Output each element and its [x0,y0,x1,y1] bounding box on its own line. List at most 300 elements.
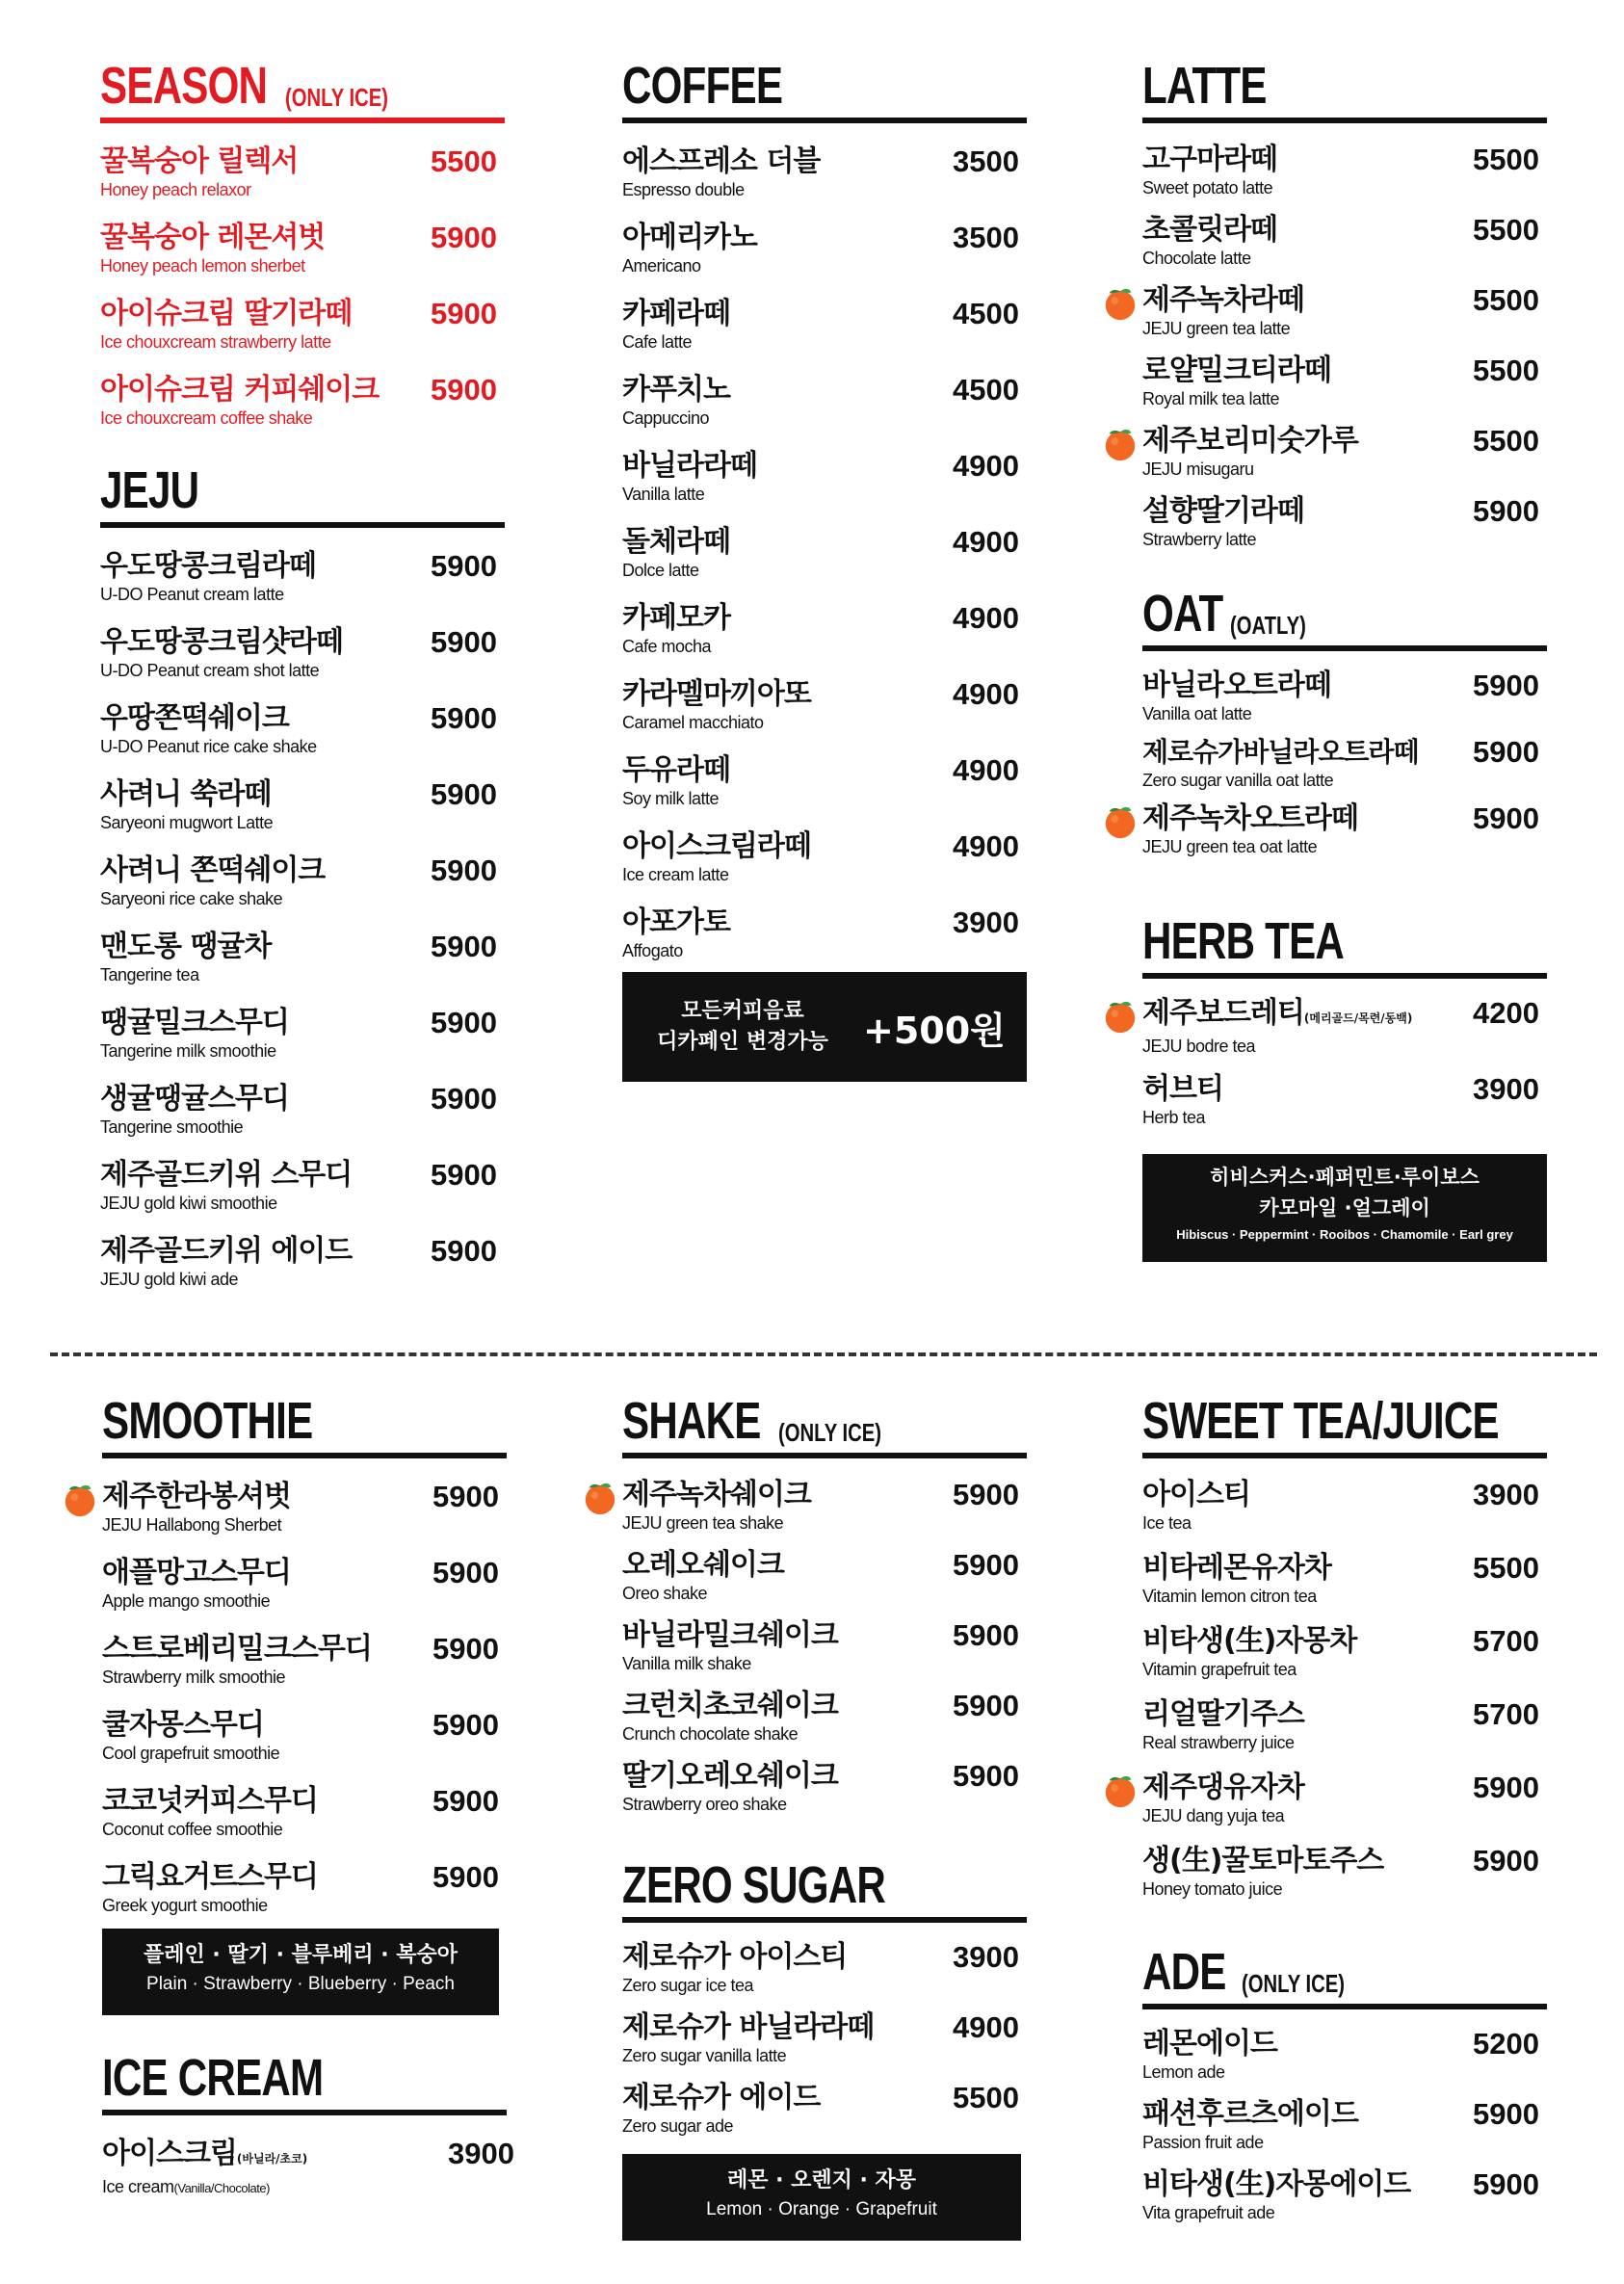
item-price: 4200 [1473,996,1539,1030]
item-price: 5900 [1473,801,1539,835]
item-name-en: JEJU green tea shake [622,1513,784,1533]
menu-item[interactable] [622,373,1027,449]
sweet-tea-section [1142,1392,1547,1917]
item-name-ko: 레몬에이드 [1142,2027,1277,2061]
oat-subtitle: (OATLY) [1229,611,1306,640]
item-name-en: Tangerine tea [100,965,199,984]
smoothie-header [102,1392,507,1458]
item-name-ko: 두유라떼 [622,753,730,787]
smoothie-section [102,1392,507,1994]
ade-header [1142,1943,1547,2009]
season-header [100,57,505,123]
oat-section [1142,585,1547,868]
herb-tea-header [1142,912,1547,979]
ade-options-line1: 레몬 · 오렌지 · 자몽 [726,2168,917,2192]
item-price: 5500 [953,2081,1019,2114]
item-name-ko: 비타생(生)자몽차 [1142,1624,1357,1658]
item-price: 5500 [1473,213,1539,247]
menu-item[interactable] [622,1478,1027,1548]
menu-item[interactable] [100,221,505,297]
item-name-ko: 비타생(生)자몽에이드 [1142,2167,1411,2201]
menu-item[interactable] [102,1784,507,1860]
item-name-ko: 아이슈크림 커피쉐이크 [100,373,380,407]
item-name-en: U-DO Peanut rice cake shake [100,737,317,756]
item-price: 5900 [431,1006,497,1039]
item-name-en: JEJU green tea oat latte [1142,837,1318,856]
menu-item[interactable] [102,1860,507,1936]
item-name-ko: 패션후르츠에이드 [1142,2097,1358,2131]
item-name-en: JEJU misugaru [1142,459,1254,479]
item-price: 5900 [431,549,497,583]
item-name-en: Vanilla latte [622,485,705,504]
item-name-ko-note: (바닐라/초코) [236,2152,308,2166]
item-price: 4500 [953,373,1019,407]
item-name-ko: 제주댕유자차 [1142,1771,1304,1804]
item-name-en: U-DO Peanut cream latte [100,585,284,604]
ade-options-line2: Lemon · Orange · Grapefruit [706,2199,937,2219]
item-price: 3900 [448,2137,514,2170]
item-price: 5900 [431,221,497,254]
item-price: 4900 [953,2010,1019,2044]
menu-item[interactable] [622,906,1027,982]
item-name-ko: 맨도롱 땡귤차 [100,930,272,963]
season-subtitle: (ONLY ICE) [285,83,389,112]
menu-item[interactable] [1142,669,1547,735]
jeju-title: JEJU [100,461,199,519]
item-name-ko: 스트로베리밀크스무디 [102,1632,372,1666]
item-price: 5700 [1473,1697,1539,1731]
item-name-ko: 우땅쫀떡쉐이크 [100,701,289,735]
item-price: 4900 [953,601,1019,635]
item-price: 5900 [953,1548,1019,1582]
item-price: 3500 [953,221,1019,254]
menu-item[interactable] [1142,1624,1547,1697]
menu-item[interactable] [100,853,505,930]
item-price: 5900 [1473,494,1539,528]
item-price: 5900 [431,625,497,659]
season-section [100,57,505,449]
item-name-en: JEJU green tea latte [1142,319,1291,338]
item-price: 5900 [953,1689,1019,1722]
item-name-en-text: Ice cream [102,2177,174,2196]
item-name-en: Cappuccino [622,408,710,428]
item-name-ko-text: 아이스크림 [102,2137,237,2170]
item-name-en: Oreo shake [622,1584,708,1603]
shake-title: SHAKE [622,1392,761,1450]
item-name-en: Chocolate latte [1142,249,1251,268]
item-name-en: U-DO Peanut cream shot latte [100,661,320,680]
latte-header [1142,57,1547,123]
item-name-ko: 제로슈가 에이드 [622,2081,821,2114]
menu-item[interactable] [100,625,505,701]
item-name-ko: 허브티 [1142,1072,1223,1106]
section-divider [50,1352,1597,1356]
item-name-en: Lemon ade [1142,2062,1225,2082]
item-name-ko: 꿀복숭아 릴렉서 [100,144,299,178]
menu-item[interactable] [622,297,1027,373]
menu-item[interactable] [1142,1844,1547,1917]
menu-item[interactable] [1142,1551,1547,1624]
item-price: 5900 [1473,1844,1539,1877]
menu-item[interactable] [622,144,1027,221]
item-name-en: Espresso double [622,180,745,199]
herb-options-line2: 카모마일 ·얼그레이 [1259,1196,1430,1220]
herb-tea-section [1142,912,1547,1242]
item-price: 5900 [431,1082,497,1116]
menu-item[interactable] [622,2081,1027,2151]
item-name-ko: 애플망고스무디 [102,1556,291,1589]
tangerine-icon [62,1482,98,1518]
menu-item[interactable] [622,1940,1027,2010]
item-name-en: Sweet potato latte [1142,178,1273,197]
menu-item[interactable] [102,2137,514,2213]
item-name-ko: 카페라떼 [622,297,730,330]
smoothie-options-line1: 플레인 · 딸기 · 블루베리 · 복숭아 [143,1943,458,1967]
menu-item[interactable] [622,677,1027,753]
item-name-ko: 우도땅콩크림라떼 [100,549,316,583]
menu-item[interactable] [1142,1478,1547,1551]
decaf-notice-price: +500원 [863,1009,1006,1052]
item-name-ko: 아포가토 [622,906,730,939]
item-price: 5900 [432,1632,499,1666]
item-name-en: Honey tomato juice [1142,1879,1283,1899]
menu-item[interactable] [622,221,1027,297]
item-name-en: Zero sugar vanilla latte [622,2046,787,2065]
menu-item[interactable] [102,1708,507,1784]
item-name-ko-note: (메리골드/목련/동백) [1303,1011,1413,1025]
tangerine-icon [1102,285,1139,322]
item-name-ko: 비타레몬유자차 [1142,1551,1331,1585]
coffee-title: COFFEE [622,57,783,115]
menu-item[interactable] [100,549,505,625]
menu-item[interactable] [622,449,1027,525]
item-price: 3900 [1473,1478,1539,1511]
item-name-en: Cool grapefruit smoothie [102,1744,280,1763]
ice-cream-section [102,2049,514,2213]
item-name-en: Zero sugar ade [622,2116,734,2136]
coffee-header [622,57,1027,123]
menu-item[interactable] [1142,1072,1547,1148]
item-name-en: Saryeoni rice cake shake [100,889,283,908]
item-price: 5500 [1473,143,1539,176]
menu-item[interactable] [1142,143,1547,213]
item-name-ko: 돌체라떼 [622,525,730,559]
item-name-ko-text: 제주보드레티 [1142,996,1304,1030]
item-name-en: Royal milk tea latte [1142,389,1280,408]
item-name-ko: 제주녹차쉐이크 [622,1478,811,1511]
item-name-en: Ice tea [1142,1513,1192,1533]
item-price: 5900 [953,1478,1019,1511]
item-name-en: Tangerine milk smoothie [100,1041,276,1061]
item-name-ko: 크런치초코쉐이크 [622,1689,838,1722]
item-name-en: Saryeoni mugwort Latte [100,813,274,832]
item-name-ko: 리얼딸기주스 [1142,1697,1304,1731]
item-name-ko: 제주보리미숫가루 [1142,424,1358,458]
oat-header [1142,585,1547,651]
item-name-en: Greek yogurt smoothie [102,1896,268,1915]
latte-title: LATTE [1142,57,1267,115]
item-name-en [102,2176,507,2199]
item-name-en: Real strawberry juice [1142,1733,1295,1752]
item-name-ko: 딸기오레오쉐이크 [622,1759,838,1793]
item-name-en: Tangerine smoothie [100,1117,244,1137]
item-name-ko: 생귤땡귤스무디 [100,1082,289,1116]
menu-item[interactable] [1142,996,1547,1072]
item-name-ko: 꿀복숭아 레몬셔벗 [100,221,326,254]
item-name-en: Strawberry oreo shake [622,1795,787,1814]
menu-item[interactable] [1142,424,1547,494]
herb-options-line1: 히비스커스·페퍼민트·루이보스 [1210,1166,1480,1189]
item-name-en: Ice chouxcream strawberry latte [100,332,331,352]
menu-item[interactable] [1142,1771,1547,1844]
shake-subtitle: (ONLY ICE) [778,1418,882,1447]
smoothie-title: SMOOTHIE [102,1392,313,1450]
item-name-ko: 오레오쉐이크 [622,1548,784,1582]
item-name-ko: 카라멜마끼아또 [622,677,811,711]
item-name-ko: 고구마라떼 [1142,143,1277,176]
item-name-en: Affogato [622,941,683,960]
decaf-notice-line2: 디카페인 변경가능 [657,1030,828,1054]
item-name-en: Ice cream latte [622,865,729,884]
menu-item[interactable] [622,2010,1027,2081]
menu-item[interactable] [100,373,505,449]
item-name-ko: 아이스티 [1142,1478,1250,1511]
item-name-en-note: (Vanilla/Chocolate) [173,2181,270,2195]
menu-item[interactable] [1142,213,1547,283]
item-name-en: Herb tea [1142,1108,1206,1127]
menu-item[interactable] [1142,2167,1547,2238]
decaf-notice-line1: 모든커피음료 [681,999,804,1023]
zero-sugar-header [622,1856,1027,1923]
herb-tea-options [1142,1154,1547,1262]
item-name-en: JEJU gold kiwi smoothie [100,1194,277,1213]
menu-item[interactable] [100,1158,505,1234]
sweet-tea-header [1142,1392,1547,1458]
item-name-ko: 제로슈가 바닐라라떼 [622,2010,875,2044]
smoothie-options-line2: Plain · Strawberry · Blueberry · Peach [146,1974,455,1994]
menu-item[interactable] [102,1480,507,1556]
menu-item[interactable] [622,1548,1027,1618]
ade-section [1142,1943,1547,2238]
menu-item[interactable] [100,1234,505,1310]
item-name-ko: 아이슈크림 딸기라떼 [100,297,353,330]
season-title: SEASON [100,57,268,115]
item-name-en: Strawberry milk smoothie [102,1667,286,1687]
item-price: 5900 [431,777,497,811]
item-name-en: Vanilla oat latte [1142,704,1252,723]
menu-item[interactable] [100,777,505,853]
tangerine-icon [1102,998,1139,1035]
menu-item[interactable] [1142,2027,1547,2097]
item-name-en: JEJU dang yuja tea [1142,1806,1285,1825]
item-price: 5500 [1473,283,1539,317]
item-price: 5900 [431,1158,497,1192]
item-price: 5900 [953,1759,1019,1793]
item-price: 5900 [431,930,497,963]
shake-header [622,1392,1027,1458]
menu-item[interactable] [100,297,505,373]
item-name-en: Vitamin grapefruit tea [1142,1660,1297,1679]
tangerine-icon [1102,803,1139,840]
item-name-en: Ice chouxcream coffee shake [100,408,313,428]
item-price: 5900 [432,1480,499,1513]
ice-cream-title: ICE CREAM [102,2049,324,2107]
ice-cream-header [102,2049,507,2115]
item-name-ko [102,2137,507,2176]
tangerine-icon [1102,426,1139,462]
item-name-ko: 제주한라봉셔벗 [102,1480,291,1513]
menu-item[interactable] [102,1556,507,1632]
item-price: 5900 [432,1860,499,1894]
latte-section [1142,57,1547,564]
item-name-ko: 땡귤밀크스무디 [100,1006,289,1039]
item-price: 4900 [953,753,1019,787]
item-name-en: JEJU Hallabong Sherbet [102,1515,282,1535]
menu-item[interactable] [1142,1697,1547,1771]
item-name-ko: 바닐라라떼 [622,449,757,483]
ade-subtitle: (ONLY ICE) [1242,1969,1346,1998]
item-price: 5900 [432,1784,499,1818]
item-name-en: Honey peach relaxor [100,180,251,199]
item-name-en: Cafe mocha [622,637,712,656]
coffee-section [622,57,1027,1054]
item-name-en: Zero sugar ice tea [622,1976,754,1995]
item-name-ko: 제로슈가 아이스티 [622,1940,848,1974]
item-price: 5900 [1473,1771,1539,1804]
item-price: 5900 [431,853,497,887]
item-name-en: Passion fruit ade [1142,2133,1264,2152]
menu-item[interactable] [622,753,1027,829]
menu-item[interactable] [1142,2097,1547,2167]
item-name-ko: 제주녹차라떼 [1142,283,1304,317]
item-name-en: Vanilla milk shake [622,1654,751,1673]
item-price: 5500 [431,144,497,178]
item-name-en: Cafe latte [622,332,693,352]
item-price: 5900 [432,1708,499,1742]
item-name-ko: 생(生)꿀토마토주스 [1142,1844,1384,1877]
item-name-en: Dolce latte [622,561,699,580]
item-name-en: Americano [622,256,701,276]
menu-item[interactable] [622,601,1027,677]
item-price: 4900 [953,677,1019,711]
item-name-ko: 아메리카노 [622,221,757,254]
menu-item[interactable] [100,1082,505,1158]
zero-sugar-title: ZERO SUGAR [622,1856,886,1914]
jeju-header [100,461,505,528]
item-price: 5500 [1473,424,1539,458]
item-price: 3900 [953,906,1019,939]
menu-item[interactable] [622,525,1027,601]
menu-item[interactable] [100,930,505,1006]
item-name-ko: 코코넛커피스무디 [102,1784,318,1818]
item-price: 3900 [953,1940,1019,1974]
item-name-ko: 카푸치노 [622,373,730,407]
item-price: 5200 [1473,2027,1539,2061]
item-price: 5900 [431,1234,497,1268]
menu-item[interactable] [1142,354,1547,424]
menu-item[interactable] [622,1759,1027,1829]
menu-item[interactable] [622,1618,1027,1689]
item-name-en: Strawberry latte [1142,530,1257,549]
item-name-en: Vitamin lemon citron tea [1142,1587,1317,1606]
menu-item[interactable] [1142,735,1547,801]
decaf-notice [622,972,1027,1082]
item-name-en: Apple mango smoothie [102,1591,271,1611]
menu-item[interactable] [102,1632,507,1708]
item-name-en: JEJU gold kiwi ade [100,1270,239,1289]
item-price: 5900 [953,1618,1019,1652]
item-price: 4900 [953,829,1019,863]
item-name-ko: 쿨자몽스무디 [102,1708,264,1742]
menu-item[interactable] [622,1689,1027,1759]
item-name-en: Vita grapefruit ade [1142,2203,1275,2222]
herb-options-line3: Hibiscus · Peppermint · Rooibos · Chamomile · Earl grey [1176,1227,1513,1242]
jeju-section [100,461,505,1310]
menu-item[interactable] [100,144,505,221]
item-name-en: Zero sugar vanilla oat latte [1142,771,1334,790]
item-price: 5900 [1473,669,1539,702]
item-name-ko: 바닐라밀크쉐이크 [622,1618,838,1652]
item-name-en: JEJU bodre tea [1142,1037,1256,1056]
smoothie-options [102,1929,499,2015]
item-price: 5900 [432,1556,499,1589]
item-name-ko: 에스프레소 더블 [622,144,821,178]
item-name-en: Crunch chocolate shake [622,1724,799,1744]
item-name-en: Honey peach lemon sherbet [100,256,305,276]
menu-item[interactable] [1142,283,1547,354]
item-name-ko: 제로슈가바닐라오트라떼 [1142,736,1419,768]
item-name-ko: 그릭요거트스무디 [102,1860,318,1894]
item-name-ko: 설향딸기라떼 [1142,494,1304,528]
item-name-ko: 아이스크림라떼 [622,829,811,863]
item-name-ko: 사려니 쫀떡쉐이크 [100,853,326,887]
zero-sugar-section [622,1856,1027,2219]
item-price: 4900 [953,449,1019,483]
item-price: 3500 [953,144,1019,178]
menu-item[interactable] [1142,494,1547,564]
item-name-ko: 카페모카 [622,601,730,635]
item-price: 5900 [1473,2167,1539,2201]
ade-title: ADE [1142,1943,1226,2001]
item-name-ko: 제주골드키위 에이드 [100,1234,353,1268]
tangerine-icon [582,1480,618,1516]
item-price: 3900 [1473,1072,1539,1106]
menu-item[interactable] [100,701,505,777]
item-name-ko: 로얄밀크티라떼 [1142,354,1331,387]
item-price: 5900 [431,297,497,330]
item-name-ko: 초콜릿라떼 [1142,213,1277,247]
item-price: 4500 [953,297,1019,330]
ade-options [622,2154,1021,2241]
item-name-en: Coconut coffee smoothie [102,1820,283,1839]
item-price: 5500 [1473,354,1539,387]
herb-tea-title: HERB TEA [1142,912,1345,970]
item-price: 5500 [1473,1551,1539,1585]
menu-item[interactable] [1142,801,1547,868]
item-price: 5900 [431,701,497,735]
item-name-en: Caramel macchiato [622,713,764,732]
item-price: 5900 [1473,735,1539,769]
oat-title: OAT [1142,585,1223,643]
item-price: 5900 [1473,2097,1539,2131]
item-price: 5700 [1473,1624,1539,1658]
menu-item[interactable] [622,829,1027,906]
shake-section [622,1392,1027,1829]
item-name-ko: 사려니 쑥라떼 [100,777,272,811]
menu-item[interactable] [100,1006,505,1082]
item-name-ko: 바닐라오트라떼 [1142,669,1331,702]
item-name-ko: 우도땅콩크림샷라떼 [100,625,343,659]
